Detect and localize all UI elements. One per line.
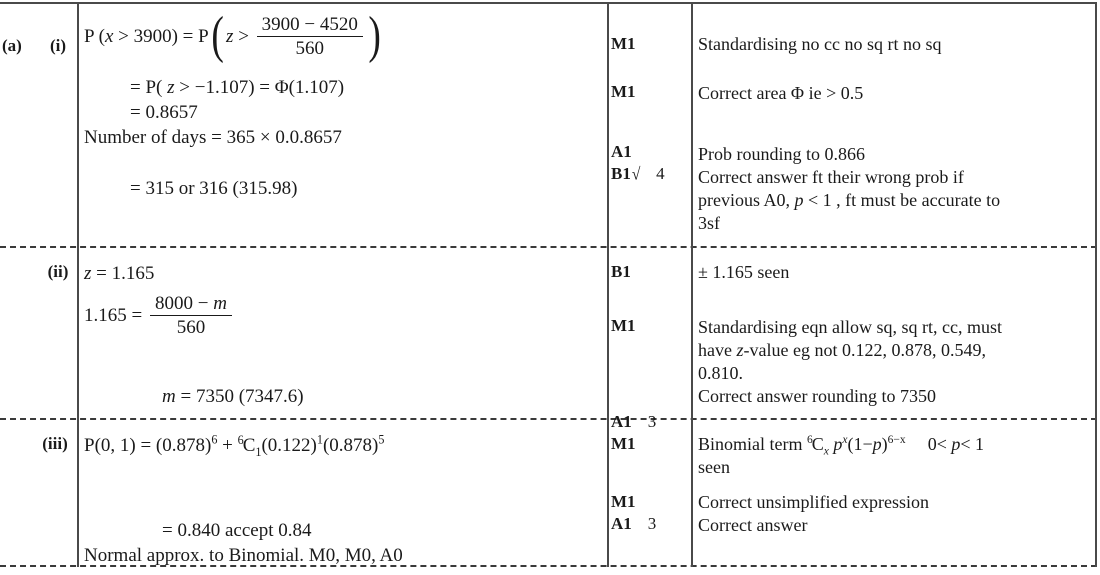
table-row [0,248,1100,432]
note-line: Correct unsimplified expression [698,492,929,513]
fraction-numerator: 3900 − 4520 [261,14,358,35]
note-line: Correct answer rounding to 7350 [698,386,936,407]
working-variable: x [104,26,114,48]
fraction-numerator [150,293,232,315]
question-sub-label-cell [32,420,78,452]
note-line [698,189,1090,212]
working-line [84,75,604,100]
note-variable: p [794,190,804,211]
note-line: 3sf [698,213,720,234]
right-paren-glyph: ) [368,6,381,64]
note-text: 0< [927,434,952,454]
working-text: 1.165 = [84,305,147,327]
left-paren-glyph: ( [211,6,224,64]
working-line: = 0.840 accept 0.84 [162,520,312,542]
question-part-label-cell [2,248,42,263]
mark-total: 4 [656,164,665,184]
working-variable: z [84,263,92,284]
combination-n: 6 [237,432,244,447]
mark-code: B1 [611,164,631,184]
fraction-denominator: 560 [150,315,232,338]
fraction-text: 8000 − [154,293,214,315]
mark-code: A1 [611,412,632,432]
working-line [84,294,604,340]
working-line: = 0.8657 [130,101,198,123]
exponent: 5 [378,432,385,447]
note-text: Binomial term [698,434,807,454]
exponent: 6 [211,432,218,447]
combination-r: x [823,445,829,458]
question-sub-label: (iii) [42,434,68,453]
note-text: previous A0, [698,190,795,211]
exponent: 1 [316,432,323,447]
working-line [84,433,604,458]
mark-total: 3 [647,514,657,534]
fraction [257,14,363,60]
note-line: Prob rounding to 0.866 [698,144,866,165]
note-variable: p [872,434,882,454]
working-line [84,384,604,409]
working-line: = 315 or 316 (315.98) [130,177,298,199]
question-part-label-cell [2,3,42,54]
mark-entry [611,141,689,163]
question-part-label: (a) [2,36,22,55]
note-line: ± 1.165 seen [698,262,790,282]
working-line [84,6,604,64]
note-line: Correct answer ft their wrong prob if [698,167,964,188]
note-line: 0.810. [698,363,743,384]
table-row [0,420,1100,565]
note-text: -value eg not 0.122, 0.878, 0.549, [743,340,986,361]
note-line: Correct area Φ ie > 0.5 [698,83,864,104]
working-text: (0.122) [261,435,317,456]
mark-entry [611,33,689,55]
working-line [84,261,604,286]
marks-cell [611,33,689,186]
working-cell [84,433,604,568]
marks-cell [611,433,689,535]
mark-code: M1 [611,316,636,336]
note-text: C [811,434,824,454]
follow-through-tick-icon: √ [631,165,641,185]
working-text: (0.878) [322,435,379,456]
note-text: < 1 [960,434,984,454]
notes-cell [698,261,1090,408]
combination-n: 6 [806,434,813,446]
mark-entry [611,315,689,337]
working-text: = 1.165 [91,263,155,284]
fraction-variable: m [213,293,227,315]
mark-code: M1 [611,492,636,512]
combination-r: 1 [255,444,262,459]
notes-cell [698,33,1090,235]
mark-entry [611,513,689,535]
working-line: Number of days = 365 × 0.0.8657 [84,126,342,148]
question-sub-label: (i) [49,36,67,55]
mark-code: A1 [611,142,632,162]
working-text: C [242,435,256,456]
note-line: Standardising no cc no sq rt no sq [698,34,942,54]
note-text: (1− [847,434,873,454]
note-text: < 1 , ft must be accurate to [803,190,1001,211]
note-variable: z [736,340,744,361]
exponent: x [842,434,848,446]
working-cell [84,6,604,201]
mark-entry [611,433,689,455]
exponent: 6−x [887,434,906,446]
working-text: P ( [84,26,105,48]
note-text: ) [881,434,888,454]
working-text: > 3900) = P [113,26,209,48]
note-variable: p [951,434,961,454]
table-row [0,3,1100,246]
mark-entry [611,261,689,283]
note-line [698,339,1090,362]
note-line [698,433,1090,456]
working-cell [84,261,604,409]
working-variable: z [167,76,175,98]
working-text: + [217,435,238,456]
question-sub-label: (ii) [47,262,69,281]
note-line: Standardising eqn allow sq, sq rt, cc, must [698,317,1002,338]
mark-code: B1 [611,262,631,281]
fraction-denominator: 560 [257,36,363,59]
mark-code: M1 [611,82,636,102]
marks-cell [611,261,689,433]
note-line: seen [698,457,730,478]
working-text: = P( [130,76,168,98]
fraction [150,293,232,339]
note-text: have [698,340,737,361]
question-sub-label-cell [40,3,76,54]
note-variable: p [828,434,843,454]
mark-entry [611,81,689,103]
question-sub-label-cell [40,248,76,280]
mark-entry [611,163,689,186]
working-text: = 7350 (7347.6) [175,385,304,407]
mark-total: 3 [647,412,657,432]
mark-code: M1 [611,434,636,453]
working-variable: z [226,26,234,48]
working-text: > −1.107) = Φ(1.107) [174,76,345,98]
note-line: Correct answer [698,515,808,536]
notes-cell [698,433,1090,537]
mark-entry [611,491,689,513]
mark-code: M1 [611,34,636,53]
mark-code: A1 [611,514,632,534]
working-variable: m [162,385,176,407]
working-line: Normal approx. to Binomial. M0, M0, A0 [84,545,403,567]
working-text: P(0, 1) = (0.878) [84,435,212,456]
working-text: > [233,26,254,48]
